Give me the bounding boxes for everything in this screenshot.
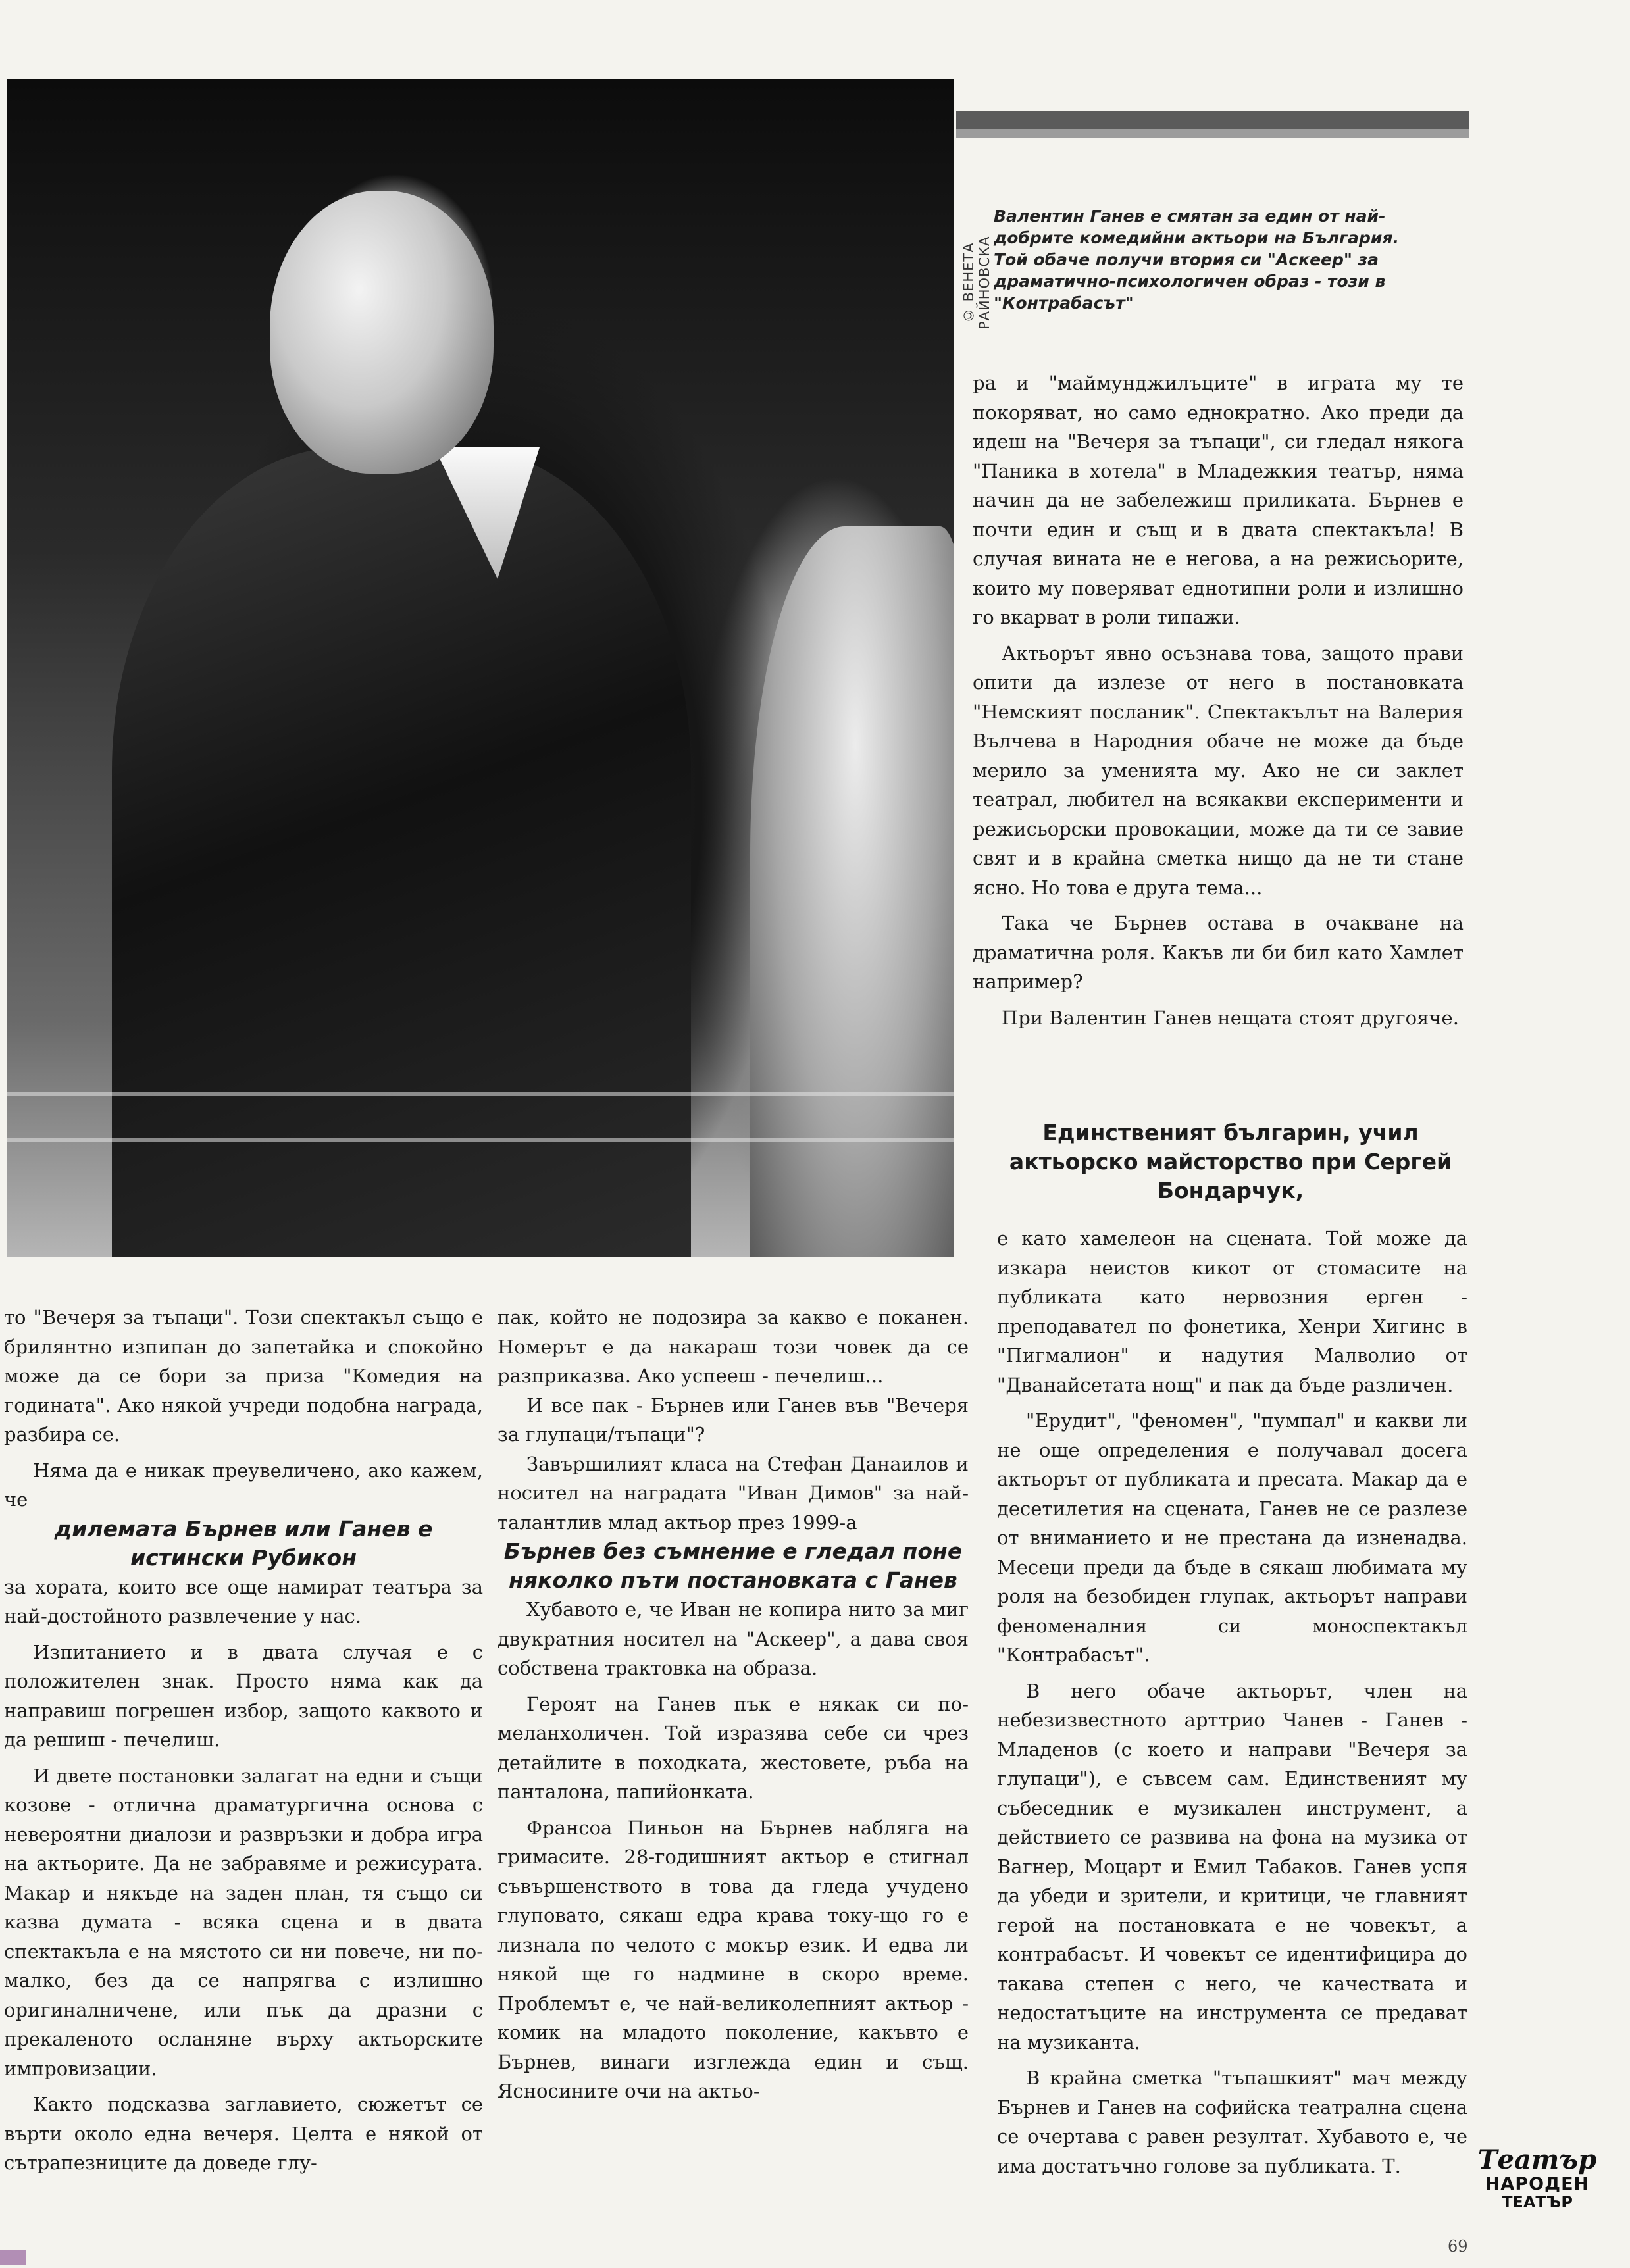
paragraph: В крайна сметка "тъпашкият" мач между Бърнев и Ганев на софийска театрална сцена се очертава с равен резултат. Хубавото е, че има достатъчно голове за публиката. Т. — [997, 2067, 1467, 2177]
photo-credit: © ВЕНЕТА РАЙНОВСКА — [961, 236, 992, 330]
header-bar-light — [956, 129, 1469, 138]
subheading: Бърнев без съмнение е гледал поне няколко пъти постановката с Ганев — [503, 1538, 963, 1593]
page-number: 69 — [1448, 2237, 1468, 2255]
photo-scan-streak — [7, 1138, 954, 1142]
article-column-middle — [497, 1303, 969, 2106]
paragraph: за хората, които все още намират театъра за най-достойното развлечение у нас. — [4, 1575, 483, 1627]
paragraph: Така че Бърнев остава в очакване на драматична роля. Какъв ли би бил като Хамлет например? — [973, 912, 1464, 993]
paragraph: Няма да е никак преувеличено, ако кажем, че — [4, 1459, 483, 1511]
paragraph: При Валентин Ганев нещата стоят другояче. — [1002, 1006, 1459, 1029]
paragraph: е като хамелеон на сцената. Той може да изкара неистов кикот от стомасите на публиката като нервозния ерген - преподавател по фонетика, Хенри Хигинс в "Пигмалион" и надутия Малволио от "Дванайсетата нощ" и пак да бъде различен. — [997, 1227, 1467, 1396]
paragraph: И двете постановки залагат на едни и същи козове - отлична драматургична основа с невероятни диалози и развръзки и добра игра на актьорите. Да не забравяме и режисурата. Макар и някъде на заден план, тя също си казва думата - всяка сцена и в двата спектакъла е на мястото си ни повече, ни по-малко, без да се напрягва с излишно оригиналничене, или пък да дразни с прекаленото осланяне върху актьорските импровизации. — [4, 1764, 483, 2080]
paragraph: "Ерудит", "феномен", "пумпал" и какви ли не още определения е получавал досега актьорът от публиката и пресата. Макар да е десетилетия на сцената, Ганев не се разлезе от вниманието и не престана да изненадва. Месеци преди да бъде в сякаш любимата му роля на безобиден глупак, актьорът направи феноменалния си моноспектакъл "Контрабасът". — [997, 1409, 1467, 1666]
paragraph: Актьорът явно осъзнава това, защото прави опити да излезе от него в постановката "Немският посланик". Спектакълът на Валерия Вълчева в Народния обаче не може да бъде мерило за уменията му. Ако не си заклет театрал, любител на всякакви експерименти и режисьорски провокации, може да ти се завие свят и в крайна сметка нищо да не ти стане ясно. Но това е друга тема... — [973, 642, 1464, 899]
article-column-left — [4, 1303, 483, 2178]
logo-sub: ТЕАТЪР — [1502, 2192, 1573, 2211]
paragraph: Завършилият класа на Стефан Данаилов и носител на наградата "Иван Димов" за най-талантлив млад актьор през 1999-а — [497, 1452, 969, 1534]
logo-script: Театър — [1477, 2144, 1597, 2175]
subheading-right: Единственият българин, учил актьорско майсторство при Сергей Бондарчук, — [1009, 1120, 1452, 1203]
logo-name: НАРОДЕН — [1485, 2173, 1590, 2194]
photo-second-figure — [750, 526, 954, 1257]
actor-photo — [7, 79, 954, 1257]
article-column-right-top — [973, 368, 1464, 1032]
paragraph: Героят на Ганев пък е някак си по-меланхоличен. Той изразява себе си чрез детайлите в походката, жестовете, ръба на панталона, папийонката. — [497, 1692, 969, 1803]
paragraph: И все пак - Бърнев или Ганев във "Вечеря за глупаци/тъпаци"? — [497, 1394, 969, 1446]
paragraph: Изпитанието и в двата случая е с положителен знак. Просто няма как да направиш погрешен избор, защото каквото и да решиш - печелиш. — [4, 1640, 483, 1751]
paragraph: Както подсказва заглавието, сюжетът се върти около една вечеря. Целта е някой от сътрапезниците да доведе глу- — [4, 2093, 483, 2174]
paragraph: Франсоа Пиньон на Бърнев набляга на гримасите. 28-годишният актьор е стигнал съвършенството в това да гледа учудено глуповато, сякаш едра крава току-що го е лизнала по челото с мокър език. И едва ли някой ще го надмине в скоро време. Проблемът е, че най-великолепният актьор - комик на младото поколение, какъвто е Бърнев, винаги изглежда един и същ. Ясносините очи на актьо- — [497, 1816, 969, 2102]
paragraph: пак, който не подозира за какво е поканен. Номерът е да накараш този човек да се разприказва. Ако успееш - печелиш... — [497, 1306, 969, 1387]
article-column-right-bottom — [997, 1224, 1467, 2180]
photo-caption: Валентин Ганев е смятан за един от най-добрите комедийни актьори на България. Той обаче получи втория си "Аскеер" за драматично-психологичен образ - този в "Контрабасът" — [994, 207, 1399, 313]
paragraph: то "Вечеря за тъпаци". Този спектакъл също е брилянтно изпипан до запетайка и спокойно може да се бори за приза "Комедия на годината". Ако някой учреди подобна награда, разбира се. — [4, 1306, 483, 1446]
national-theatre-logo — [1479, 2135, 1595, 2221]
bottom-edge-mark — [0, 2250, 26, 2265]
paragraph: Хубавото е, че Иван не копира нито за миг двукратния носител на "Аскеер", а дава своя собствена трактовка на образа. — [497, 1598, 969, 1679]
photo-scan-streak — [7, 1092, 954, 1096]
paragraph: В него обаче актьорът, член на небезизвестното арттрио Чанев - Ганев - Младенов (с което и направи "Вечеря за глупаци"), е съвсем сам. Единственият му събеседник е музикален инструмент, а действието се развива на фона на музика от Вагнер, Моцарт и Емил Табаков. Ганев успя да убеди и зрители, и критици, че главният герой на постановката е не човекът, а контрабасът. И човекът се идентифицира до такава степен с него, че качествата и недостатъците на инструмента се предават на музиканта. — [997, 1679, 1467, 2054]
header-bar-dark — [956, 111, 1469, 129]
photo-head-shape — [270, 191, 494, 474]
paragraph: ра и "маймунджилъците" в играта му те покоряват, но само еднократно. Ако преди да идеш на "Вечеря за тъпаци", си гледал някога "Паника в хотела" в Младежкия театър, няма начин да не забележиш приликата. Бърнев е почти един и същ и в двата спектакъла! В случая вината не е негова, а на режисьорите, които му поверяват еднотипни роли и излишно го вкарват в роли типажи. — [973, 372, 1464, 628]
subheading: дилемата Бърнев или Ганев е истински Рубикон — [54, 1515, 433, 1571]
photo-suit-shape — [112, 447, 691, 1257]
